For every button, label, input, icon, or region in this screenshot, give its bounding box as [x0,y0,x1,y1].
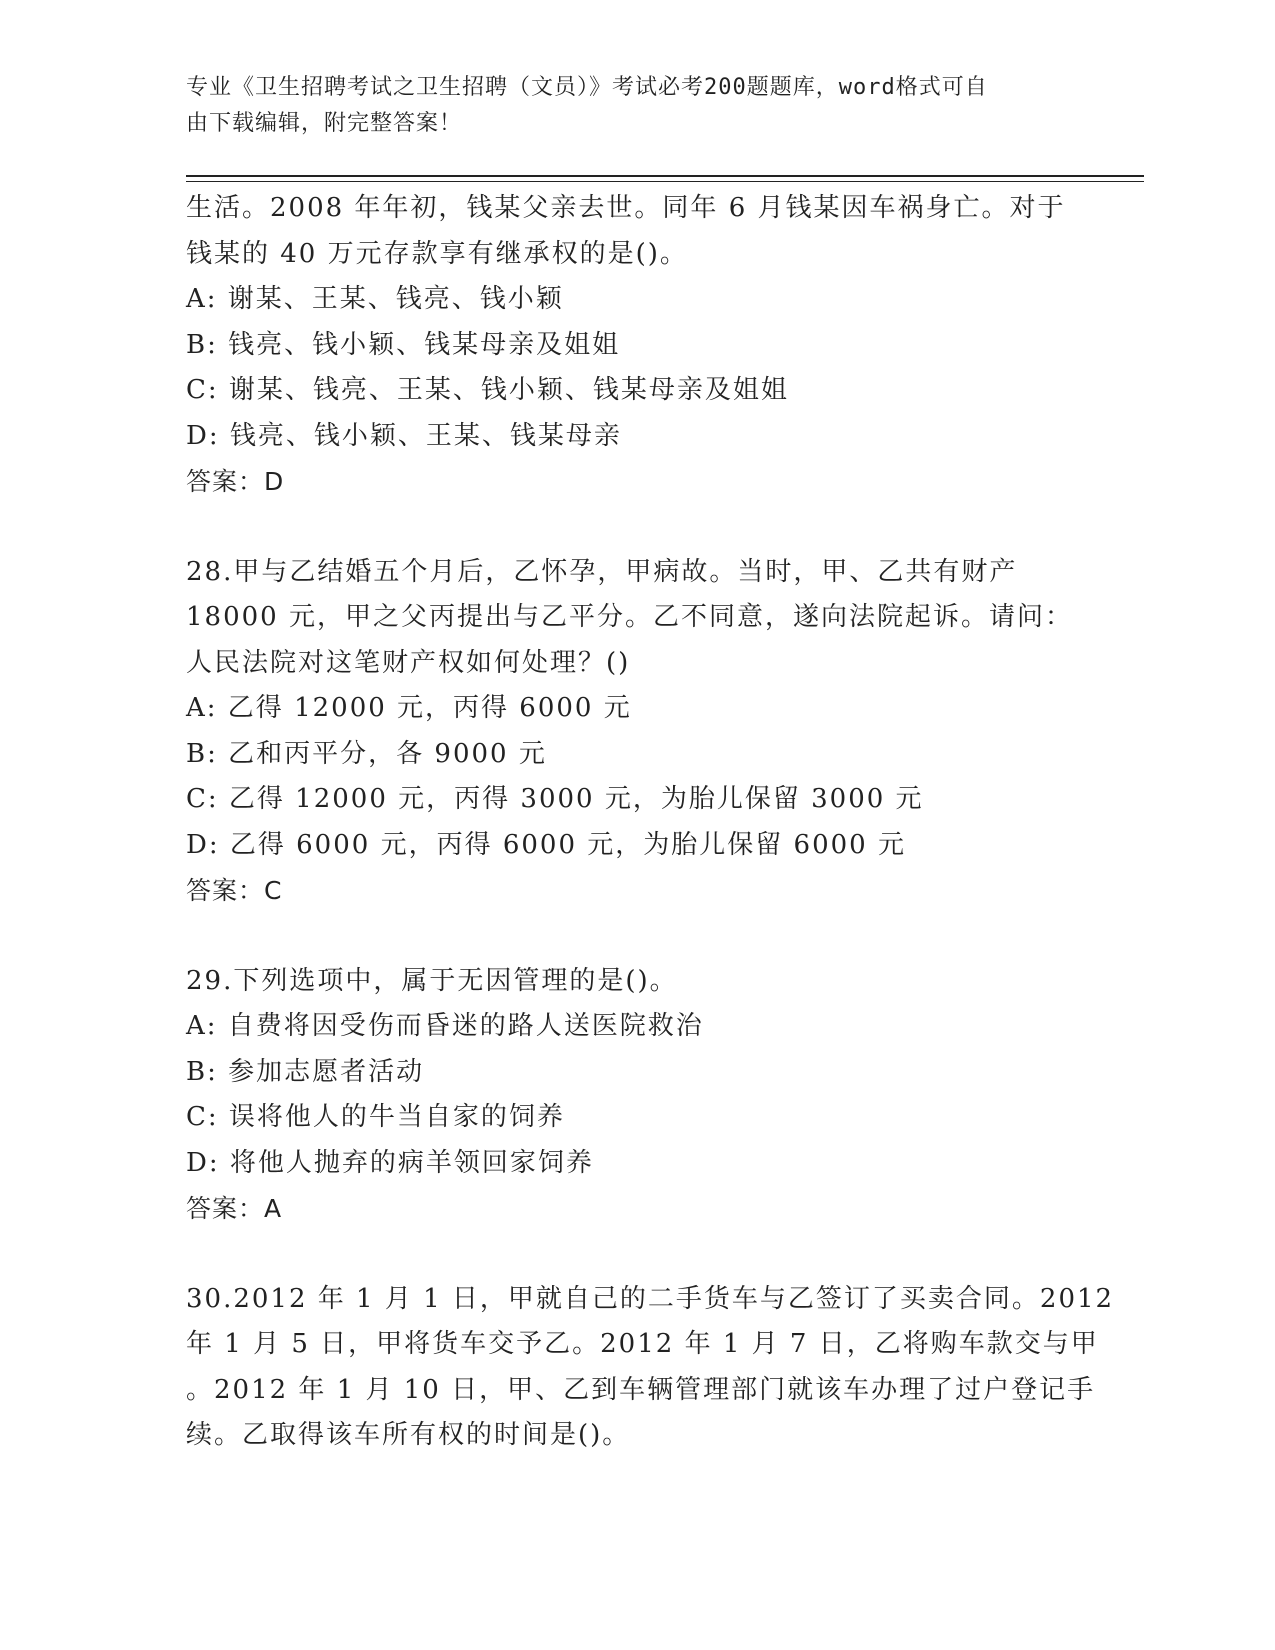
option-a: A: 谢某、王某、钱亮、钱小颖 [186,284,564,314]
spacer [186,914,1086,959]
option-b: B: 钱亮、钱小颖、钱某母亲及姐姐 [186,329,621,360]
question-stem-line: 续。乙取得该车所有权的时间是()。 [186,1420,631,1450]
option-b: B: 参加志愿者活动 [186,1056,425,1087]
question-stem-line: 年 1 月 5 日，甲将货车交予乙。2012 年 1 月 7 日，乙将购车款交与甲 [186,1329,1099,1359]
question-27 [186,186,1086,505]
question-stem-line: 18000 元，甲之父丙提出与乙平分。乙不同意，遂向法院起诉。请问： [186,602,1073,632]
option-d: D: 钱亮、钱小颖、王某、钱某母亲 [186,420,622,451]
option-c: C: 乙得 12000 元，丙得 3000 元，为胎儿保留 3000 元 [186,784,924,814]
spacer [186,1232,1086,1277]
document-body [186,186,1115,1459]
header-line-1: 专业《卫生招聘考试之卫生招聘（文员）》考试必考200题题库，word格式可自 [186,75,988,100]
answer: 答案：C [186,876,283,905]
question-stem-line: 钱某的 40 万元存款享有继承权的是()。 [186,238,688,269]
header-divider-thick [186,175,1144,177]
question-stem-line: 28.甲与乙结婚五个月后，乙怀孕，甲病故。当时，甲、乙共有财产 [186,556,1018,587]
option-c: C: 谢某、钱亮、王某、钱小颖、钱某母亲及姐姐 [186,375,789,405]
answer: 答案：A [186,1194,283,1223]
option-b: B: 乙和丙平分，各 9000 元 [186,738,547,769]
question-stem-line: 人民法院对这笔财产权如何处理？() [186,647,631,678]
header-divider-thin [186,181,1144,182]
spacer [186,505,1086,550]
option-a: A: 自费将因受伤而昏迷的路人送医院救治 [186,1011,704,1041]
question-30 [186,1277,1115,1459]
question-28 [186,550,1086,914]
question-stem-line: 30.2012 年 1 月 1 日，甲就自己的二手货车与乙签订了买卖合同。2012 [186,1283,1115,1314]
document-header [186,70,1066,142]
question-stem-line: 29.下列选项中，属于无因管理的是()。 [186,965,678,996]
option-d: D: 乙得 6000 元，丙得 6000 元，为胎儿保留 6000 元 [186,829,906,860]
question-29 [186,959,1086,1232]
header-line-2: 由下载编辑，附完整答案！ [186,111,463,136]
option-c: C: 误将他人的牛当自家的饲养 [186,1102,565,1132]
question-stem-line: 生活。2008 年年初，钱某父亲去世。同年 6 月钱某因车祸身亡。对于 [186,193,1066,223]
option-d: D: 将他人抛弃的病羊领回家饲养 [186,1147,594,1178]
option-a: A: 乙得 12000 元，丙得 6000 元 [186,693,632,723]
question-stem-line: 。2012 年 1 月 10 日，甲、乙到车辆管理部门就该车办理了过户登记手 [186,1374,1096,1405]
answer: 答案：D [186,467,285,496]
